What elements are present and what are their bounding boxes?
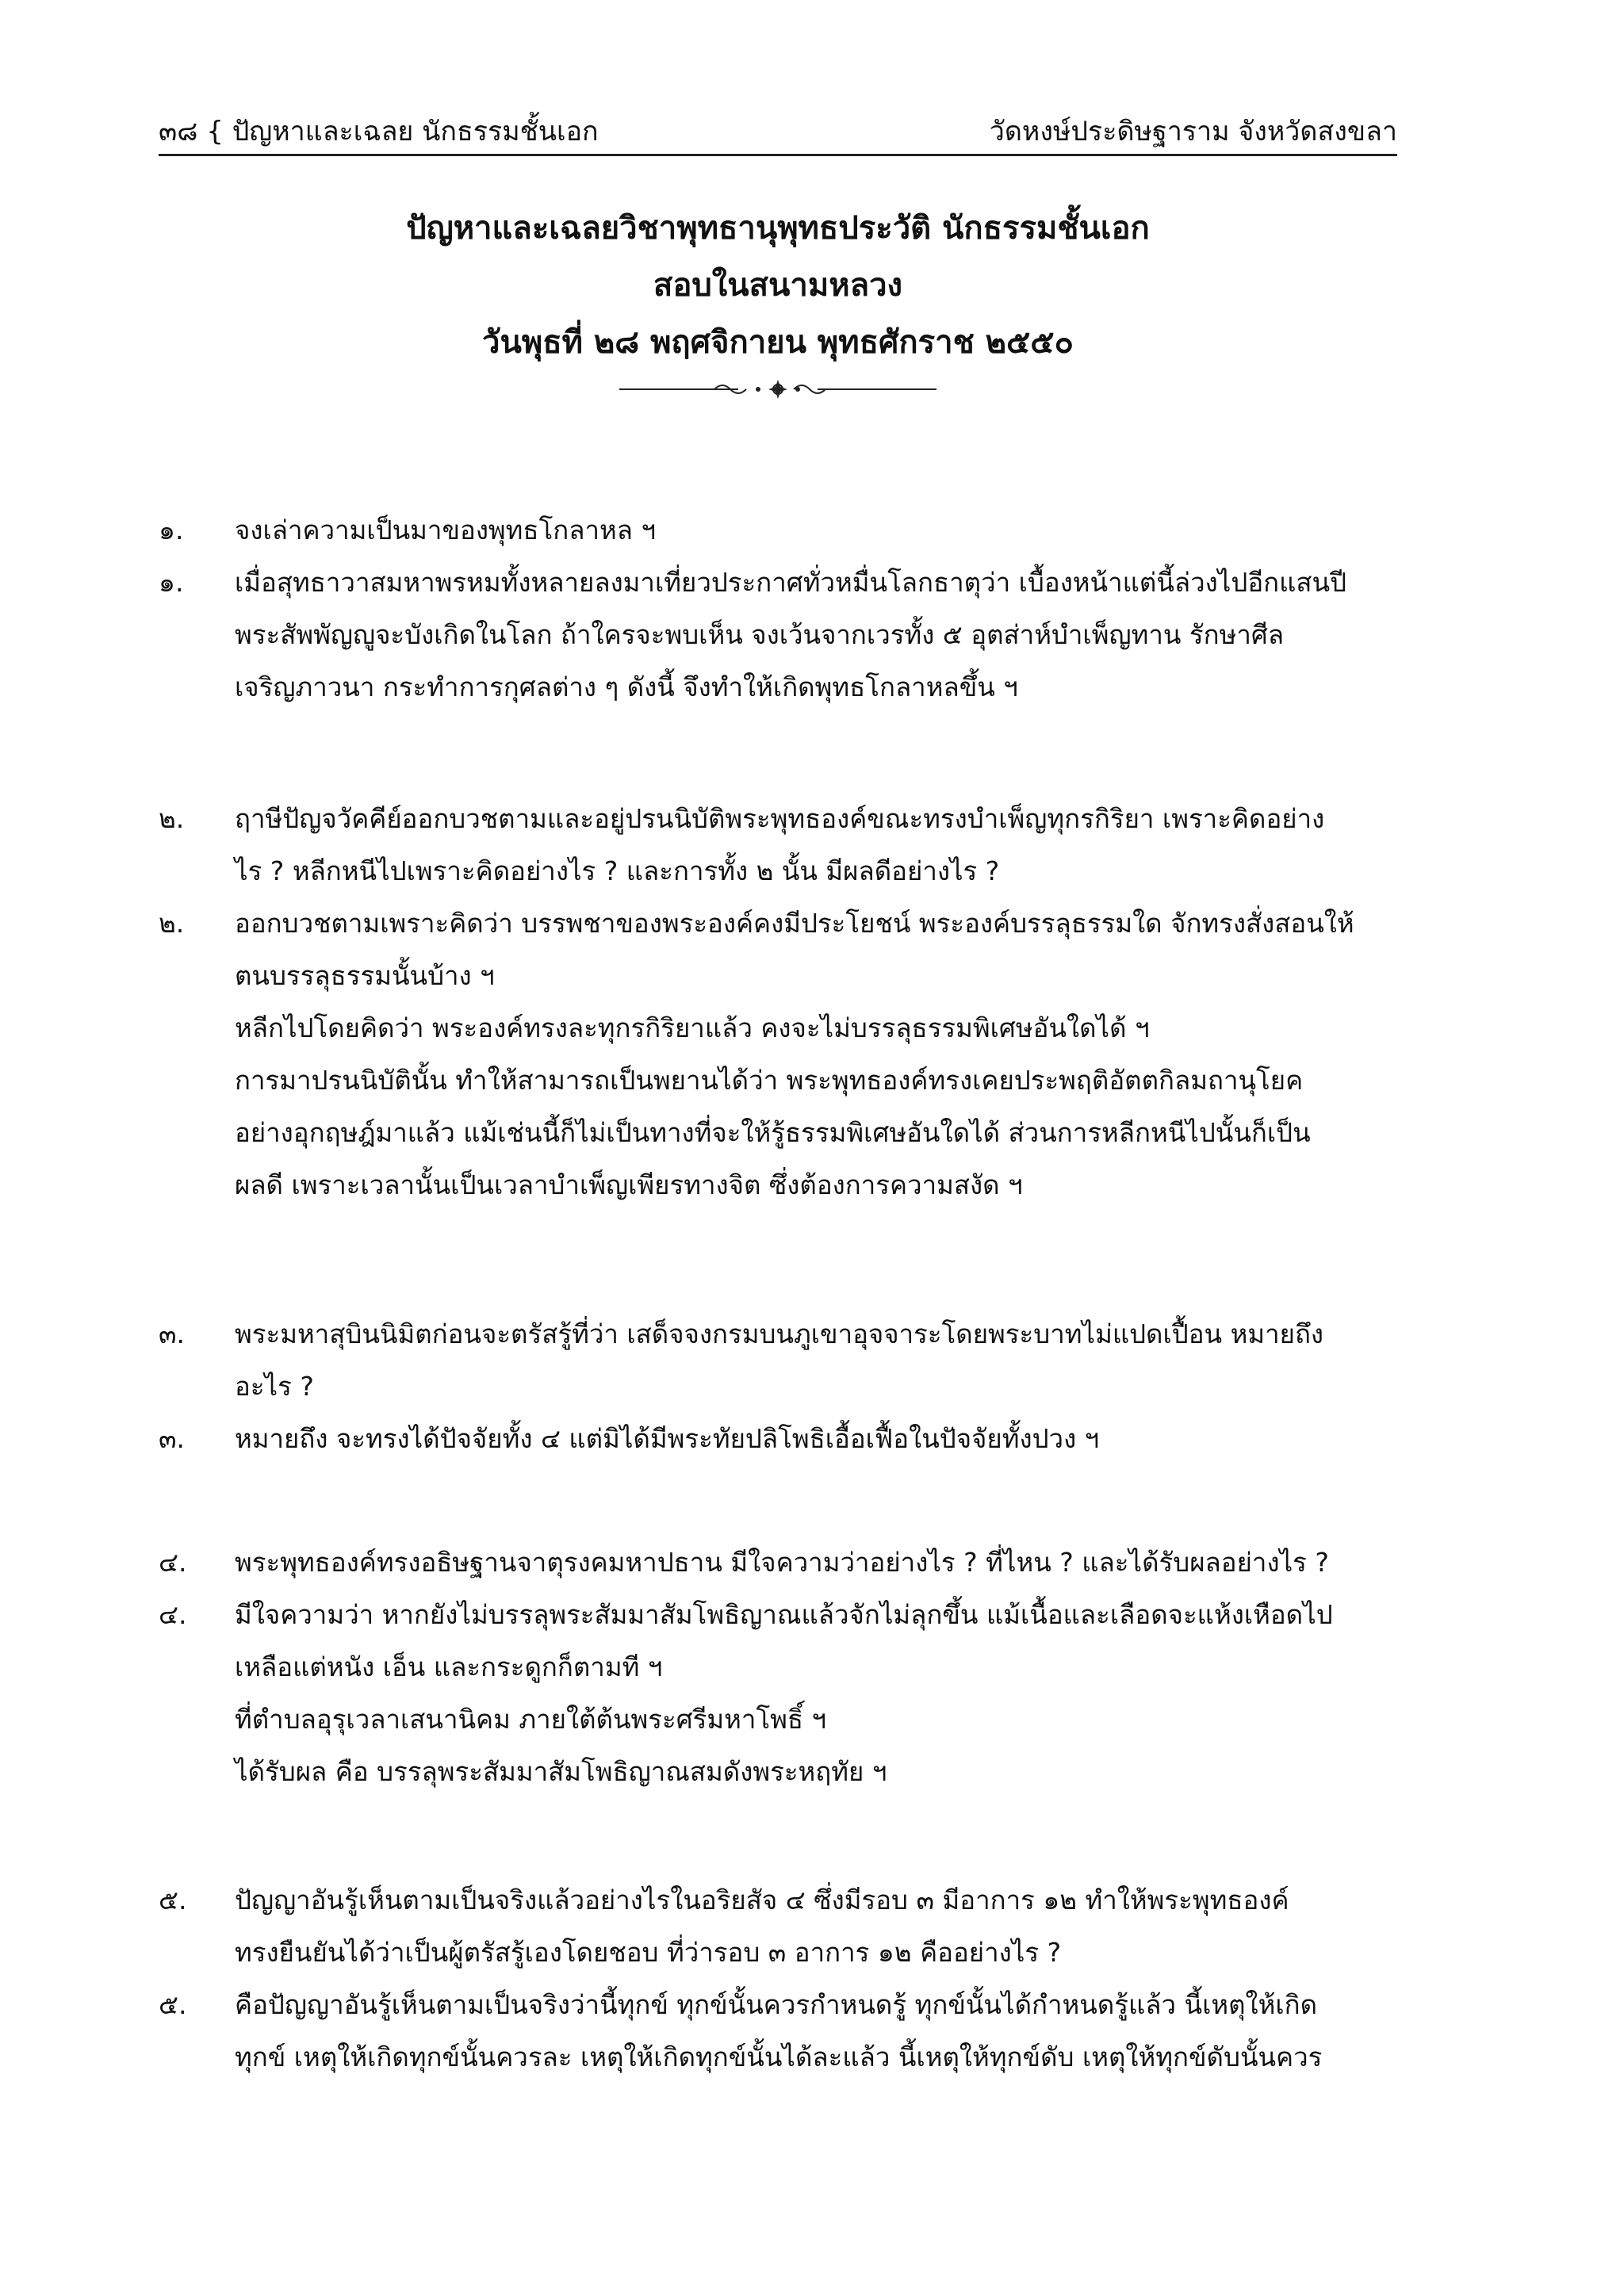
answer-text: ตนบรรลุธรรมนั้นบ้าง ฯ: [235, 960, 495, 991]
ornament-divider-icon: [619, 377, 936, 401]
question-3: [159, 1308, 1397, 1413]
exam-date: วันพุธที่ ๒๘ พฤศจิกายน พุทธศักราช ๒๕๕๐: [482, 324, 1074, 361]
answer-text: ออกบวชตามเพราะคิดว่า บรรพชาของพระองค์คงมีประโยชน์ พระองค์บรรลุธรรมใด จักทรงสั่งสอนให้: [235, 908, 1354, 939]
question-text: อะไร ?: [235, 1371, 314, 1402]
question-number: ๔.: [159, 1547, 187, 1578]
answer-4: [159, 1589, 1397, 1798]
qa-item-3: [159, 1308, 1397, 1465]
answer-number: ๓.: [159, 1423, 186, 1454]
question-text: พระมหาสุบินนิมิตก่อนจะตรัสรู้ที่ว่า เสด็จจงกรมบนภูเขาอุจจาระโดยพระบาทไม่แปดเปื้อน หมายถึง: [235, 1318, 1324, 1349]
question-number: ๒.: [159, 803, 185, 834]
question-text: ฤาษีปัญจวัคคีย์ออกบวชตามและอยู่ปรนนิบัติพระพุทธองค์ขณะทรงบำเพ็ญทุกรกิริยา เพราะคิดอย่าง: [235, 803, 1325, 834]
answer-text: การมาปรนนิบัตินั้น ทำให้สามารถเป็นพยานได้ว่า พระพุทธองค์ทรงเคยประพฤติอัตตกิลมถานุโยค: [235, 1065, 1304, 1096]
answer-text: ผลดี เพราะเวลานั้นเป็นเวลาบำเพ็ญเพียรทางจิต ซึ่งต้องการความสงัด ฯ: [235, 1169, 1023, 1200]
question-text: พระพุทธองค์ทรงอธิษฐานจาตุรงคมหาปธาน มีใจความว่าอย่างไร ? ที่ไหน ? และได้รับผลอย่างไร ?: [235, 1547, 1329, 1578]
answer-text: ที่ตำบลอุรุเวลาเสนานิคม ภายใต้ต้นพระศรีมหาโพธิ์ ฯ: [235, 1704, 827, 1735]
answer-number: ๒.: [159, 908, 185, 939]
qa-item-4: [159, 1536, 1397, 1798]
question-4: [159, 1536, 1397, 1589]
question-text: ทรงยืนยันได้ว่าเป็นผู้ตรัสรู้เองโดยชอบ ที่ว่ารอบ ๓ อาการ ๑๒ คืออย่างไร ?: [235, 1937, 1062, 1968]
answer-text: เจริญภาวนา กระทำการกุศลต่าง ๆ ดังนี้ จึงทำให้เกิดพุทธโกลาหลขึ้น ฯ: [235, 672, 1018, 702]
question-2: [159, 793, 1397, 897]
header-left: ๓๘ { ปัญหาและเฉลย นักธรรมชั้นเอก: [159, 116, 599, 147]
answer-text: หมายถึง จะทรงได้ปัจจัยทั้ง ๔ แต่มิได้มีพระทัยปลิโพธิเอื้อเฟื้อในปัจจัยทั้งปวง ฯ: [235, 1423, 1100, 1454]
answer-number: ๕.: [159, 1989, 187, 2020]
qa-item-5: [159, 1874, 1397, 2084]
answer-2: [159, 897, 1397, 1211]
question-1: [159, 504, 1397, 557]
page-header: [159, 108, 1397, 156]
header-right: วัดหงษ์ประดิษฐาราม จังหวัดสงขลา: [989, 116, 1397, 147]
answer-number: ๔.: [159, 1599, 187, 1630]
question-text: จงเล่าความเป็นมาของพุทธโกลาหล ฯ: [235, 515, 657, 545]
answer-3: [159, 1413, 1397, 1465]
answer-text: พระสัพพัญญูจะบังเกิดในโลก ถ้าใครจะพบเห็น จงเว้นจากเวรทั้ง ๕ อุตส่าห์บำเพ็ญทาน รักษาศีล: [235, 619, 1285, 650]
title-block: [159, 200, 1397, 401]
answer-text: หลีกไปโดยคิดว่า พระองค์ทรงละทุกรกิริยาแล้ว คงจะไม่บรรลุธรรมพิเศษอันใดได้ ฯ: [235, 1012, 1150, 1043]
page-subtitle: สอบในสนามหลวง: [653, 267, 903, 304]
answer-text: อย่างอุกฤษฎ์มาแล้ว แม้เช่นนี้ก็ไม่เป็นทางที่จะให้รู้ธรรมพิเศษอันใดได้ ส่วนการหลีกหนีไปนั้นก็เป็น: [235, 1117, 1311, 1148]
answer-1: [159, 557, 1397, 714]
question-5: [159, 1874, 1397, 1979]
page-title: ปัญหาและเฉลยวิชาพุทธานุพุทธประวัติ นักธรรมชั้นเอก: [406, 210, 1150, 247]
answer-5: [159, 1979, 1397, 2084]
qa-item-2: [159, 793, 1397, 1211]
answer-text: ได้รับผล คือ บรรลุพระสัมมาสัมโพธิญาณสมดังพระหฤทัย ฯ: [235, 1756, 887, 1787]
question-number: ๑.: [159, 515, 184, 545]
question-number: ๓.: [159, 1318, 186, 1349]
answer-text: เมื่อสุทธาวาสมหาพรหมทั้งหลายลงมาเที่ยวประกาศทั่วหมื่นโลกธาตุว่า เบื้องหน้าแต่นี้ล่วงไปอีกแสนปี: [235, 567, 1347, 598]
answer-text: คือปัญญาอันรู้เห็นตามเป็นจริงว่านี้ทุกข์ ทุกข์นั้นควรกำหนดรู้ ทุกข์นั้นได้กำหนดรู้แล้ว นี้เหตุให้เกิด: [235, 1989, 1318, 2020]
question-text: ปัญญาอันรู้เห็นตามเป็นจริงแล้วอย่างไรในอริยสัจ ๔ ซึ่งมีรอบ ๓ มีอาการ ๑๒ ทำให้พระพุทธองค์: [235, 1885, 1289, 1915]
answer-text: เหลือแต่หนัง เอ็น และกระดูกก็ตามที ฯ: [235, 1651, 663, 1682]
qa-item-1: [159, 504, 1397, 714]
answer-number: ๑.: [159, 567, 184, 598]
answer-text: มีใจความว่า หากยังไม่บรรลุพระสัมมาสัมโพธิญาณแล้วจักไม่ลุกขึ้น แม้เนื้อและเลือดจะแห้งเหือดไป: [235, 1599, 1333, 1630]
answer-text: ทุกข์ เหตุให้เกิดทุกข์นั้นควรละ เหตุให้เกิดทุกข์นั้นได้ละแล้ว นี้เหตุให้ทุกข์ดับ เหตุให้ทุกข์ดับนั้นควร: [235, 2042, 1323, 2072]
question-text: ไร ? หลีกหนีไปเพราะคิดอย่างไร ? และการทั้ง ๒ นั้น มีผลดีอย่างไร ?: [235, 855, 1000, 886]
question-number: ๕.: [159, 1885, 187, 1915]
